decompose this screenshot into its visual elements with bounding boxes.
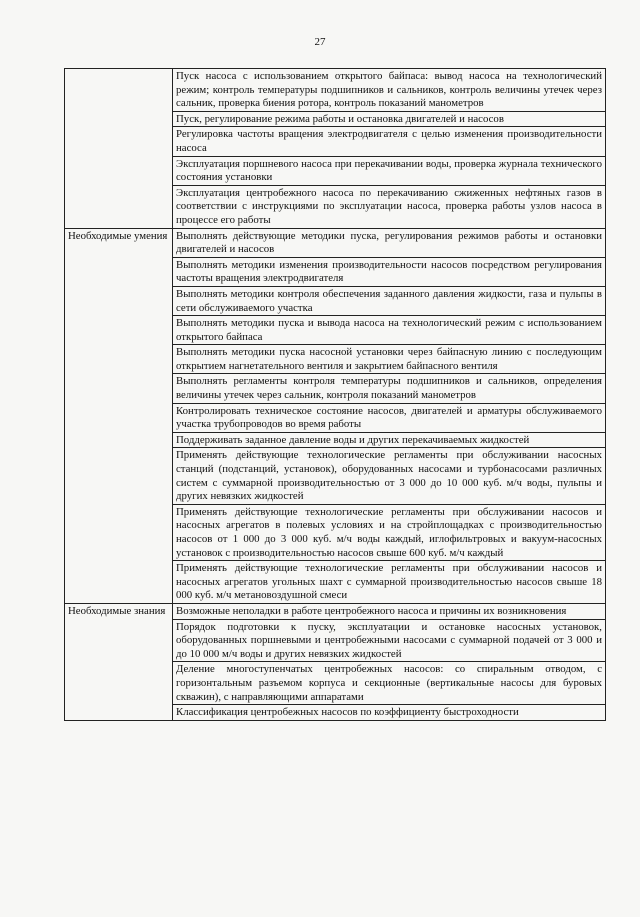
requirement-cell: Выполнять методики изменения производительности насосов посредством регулирования частоты вращения электродвигателя — [173, 257, 606, 286]
requirement-cell: Контролировать техническое состояние насосов, двигателей и арматуры обслуживаемого участка трубопроводов во время работы — [173, 403, 606, 432]
section-label — [65, 69, 173, 229]
page-number: 27 — [314, 36, 326, 48]
requirement-cell: Поддерживать заданное давление воды и других перекачиваемых жидкостей — [173, 432, 606, 448]
requirement-cell: Применять действующие технологические регламенты при обслуживании насосов и насосных агрегатов угольных шахт с суммарной производительностью насосов свыше 18 000 куб. м/ч метановоздушной смеси — [173, 561, 606, 604]
requirement-cell: Классификация центробежных насосов по коэффициенту быстроходности — [173, 705, 606, 721]
requirement-cell: Выполнять методики контроля обеспечения заданного давления жидкости, газа и пульпы в сети обслуживаемого участка — [173, 286, 606, 315]
requirement-cell: Применять действующие технологические регламенты при обслуживании насосов и насосных агрегатов в полевых условиях и на стройплощадках с производительностью насосов от 1 000 до 3 000 куб. м/ч воды каждый, иглофильтровых и вакуум-насосных установок с производительностью насосов свыше 600 куб. м/ч каждый — [173, 504, 606, 560]
requirement-cell: Пуск насоса с использованием открытого байпаса: вывод насоса на технологический режим; контроль температуры подшипников и сальников, контроль величины утечек через сальник, проверка биения ротора, контроль показаний манометров — [173, 69, 606, 112]
requirement-cell: Выполнять методики пуска насосной установки через байпасную линию с последующим открытием нагнетательного вентиля и закрытием байпасного вентиля — [173, 345, 606, 374]
requirement-cell: Эксплуатация поршневого насоса при перекачивании воды, проверка журнала технического состояния установки — [173, 156, 606, 185]
section-label: Необходимые умения — [65, 228, 173, 603]
requirement-cell: Порядок подготовки к пуску, эксплуатации и остановке насосных установок, оборудованных поршневыми и центробежными насосами с суммарной подачей от 3 000 и до 10 000 м/ч воды и других невязких жидкостей — [173, 619, 606, 662]
requirement-cell: Регулировка частоты вращения электродвигателя с целью изменения производительности насоса — [173, 127, 606, 156]
table-body — [65, 69, 606, 721]
requirement-cell: Пуск, регулирование режима работы и остановка двигателей и насосов — [173, 111, 606, 127]
section-label: Необходимые знания — [65, 603, 173, 720]
requirement-cell: Применять действующие технологические регламенты при обслуживании насосных станций (подстанций, установок), оборудованных насосами и турбонасосами различных систем с суммарной производительностью от 3 000 до 10 000 куб. м/ч воды, пульпы и других невязких жидкостей — [173, 448, 606, 504]
requirement-cell: Деление многоступенчатых центробежных насосов: со спиральным отводом, с горизонтальным разъемом корпуса и секционные (вертикальные насосы для буровых скважин), с направляющими аппаратами — [173, 662, 606, 705]
competency-table — [64, 68, 606, 721]
requirement-cell: Выполнять регламенты контроля температуры подшипников и сальников, определения величины утечек через сальник, контроля показаний манометров — [173, 374, 606, 403]
requirement-cell: Эксплуатация центробежного насоса по перекачиванию сжиженных нефтяных газов в соответствии с инструкциями по эксплуатации насоса, проверка работы узлов насоса в процессе его работы — [173, 185, 606, 228]
requirement-cell: Выполнять действующие методики пуска, регулирования режимов работы и остановки двигателей и насосов — [173, 228, 606, 257]
table-row — [65, 69, 606, 112]
requirement-cell: Выполнять методики пуска и вывода насоса на технологический режим с использованием открытого байпаса — [173, 316, 606, 345]
table-row — [65, 228, 606, 257]
table-row — [65, 603, 606, 619]
requirement-cell: Возможные неполадки в работе центробежного насоса и причины их возникновения — [173, 603, 606, 619]
